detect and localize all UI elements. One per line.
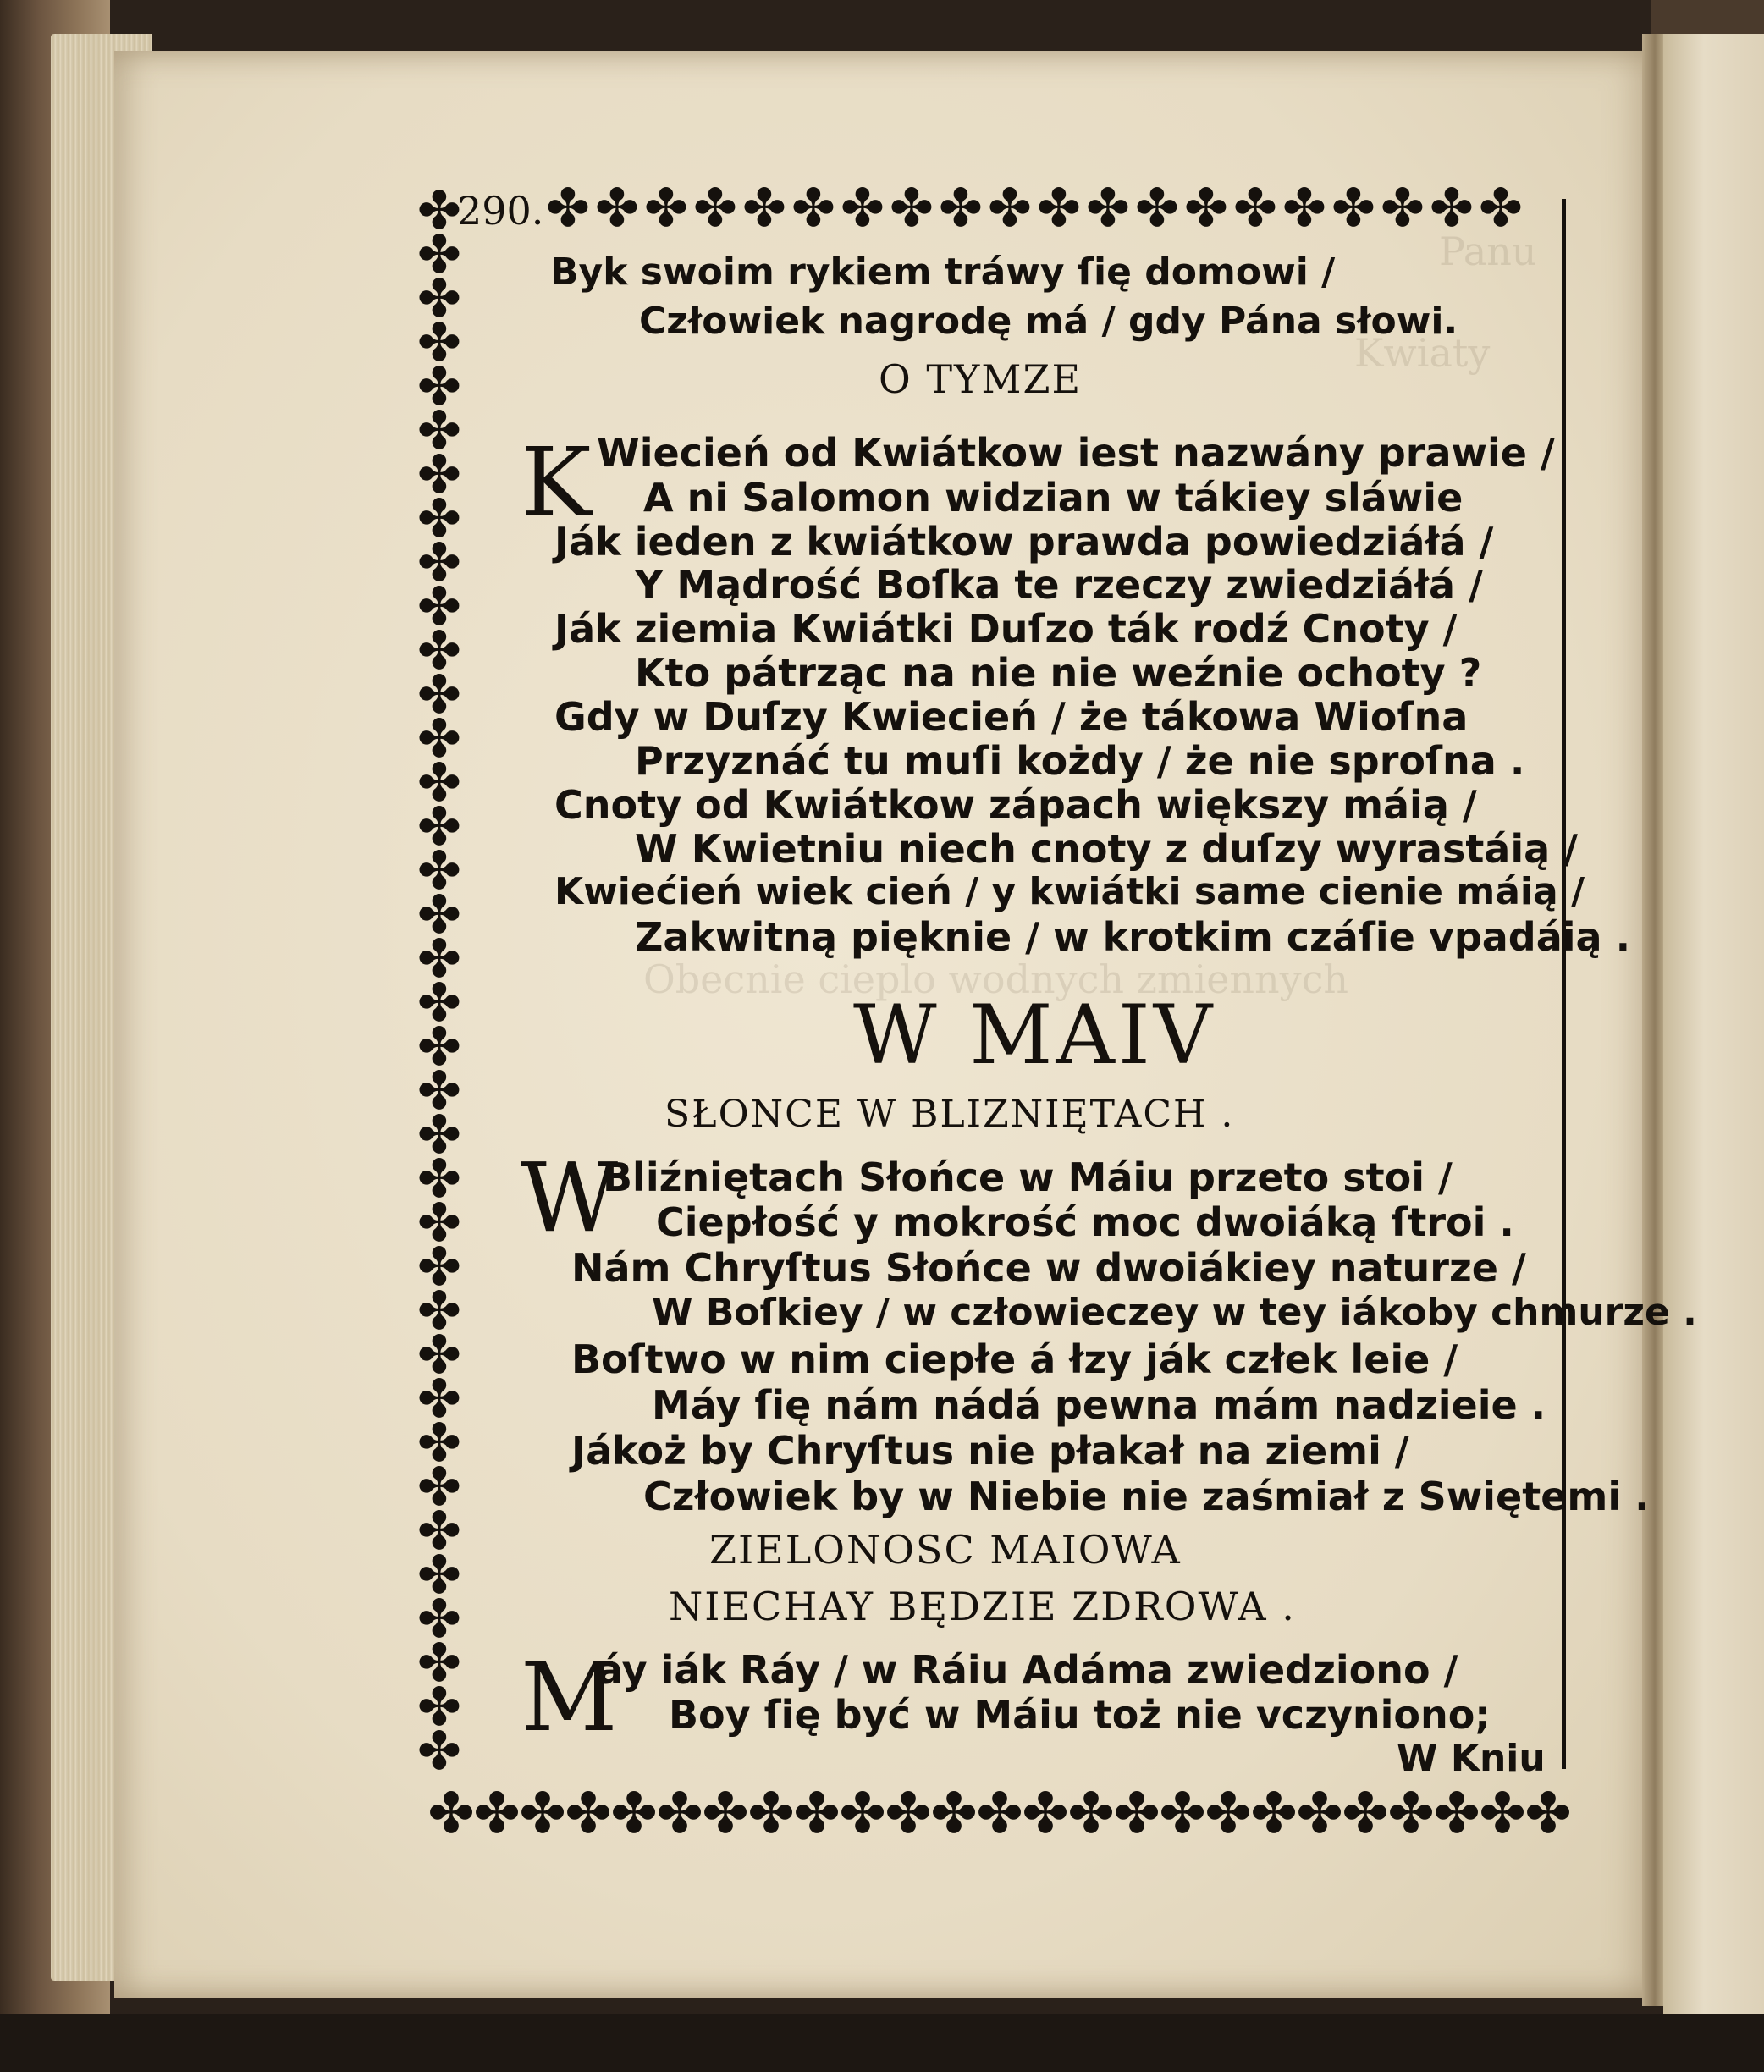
fleuron-icon: ✤ xyxy=(1430,177,1474,239)
fleuron-icon: ✤ xyxy=(417,532,461,593)
fleuron-icon: ✤ xyxy=(1479,1781,1526,1846)
fleuron-icon: ✤ xyxy=(1433,1781,1480,1846)
fleuron-icon: ✤ xyxy=(417,796,461,857)
verse-line: Gdy w Duſzy Kwiecień / że tákowa Wioſna xyxy=(554,694,1469,740)
fleuron-icon: ✤ xyxy=(930,1781,978,1846)
section-heading: NIECHAY BĘDZIE ZDROWA . xyxy=(669,1584,1296,1629)
verse-line: Wiecień od Kwiátkow iest nazwány prawie / xyxy=(597,430,1555,476)
verse-line: Cnoty od Kwiátkow zápach większy máią / xyxy=(554,782,1477,828)
drop-cap: M xyxy=(521,1643,618,1753)
fleuron-icon: ✤ xyxy=(417,223,461,285)
verse-line: A ni Salomon widzian w tákiey sláwie xyxy=(643,475,1464,521)
fleuron-icon: ✤ xyxy=(1387,1781,1435,1846)
bleed-through: Kwiaty xyxy=(1354,330,1491,376)
fleuron-icon: ✤ xyxy=(988,177,1032,239)
fleuron-icon: ✤ xyxy=(417,1192,461,1254)
verse-line: W Kwietniu niech cnoty z duſzy wyrastáią / xyxy=(635,826,1578,872)
fleuron-icon: ✤ xyxy=(565,1781,612,1846)
fleuron-icon: ✤ xyxy=(1113,1781,1160,1846)
verse-line: Jákoż by Chryſtus nie płakał na ziemi / xyxy=(571,1428,1409,1474)
fleuron-icon: ✤ xyxy=(656,1781,703,1846)
fleuron-icon: ✤ xyxy=(1159,1781,1206,1846)
bleed-through: Panu xyxy=(1439,229,1537,274)
fleuron-icon: ✤ xyxy=(417,752,461,813)
fleuron-icon: ✤ xyxy=(1342,1781,1389,1846)
fleuron-icon: ✤ xyxy=(1184,177,1228,239)
verse-line: Máy ſię nám nádá pewna mám nadzieie . xyxy=(652,1382,1546,1428)
fleuron-icon: ✤ xyxy=(417,1368,461,1430)
verse-line: Ják ziemia Kwiátki Duſzo ták rodź Cnoty / xyxy=(554,606,1458,652)
fleuron-icon: ✤ xyxy=(742,177,786,239)
fleuron-icon: ✤ xyxy=(417,1060,461,1121)
month-title: W MAIV xyxy=(853,988,1216,1083)
fleuron-icon: ✤ xyxy=(1381,177,1425,239)
fleuron-icon: ✤ xyxy=(417,179,461,241)
fleuron-icon: ✤ xyxy=(417,708,461,769)
fleuron-icon: ✤ xyxy=(839,1781,886,1846)
fleuron-icon: ✤ xyxy=(595,177,639,239)
fleuron-icon: ✤ xyxy=(417,488,461,549)
verse-line: áy iák Ráy / w Ráiu Adáma zwiedziono / xyxy=(597,1647,1458,1693)
fleuron-icon: ✤ xyxy=(546,177,590,239)
fleuron-icon: ✤ xyxy=(747,1781,795,1846)
fleuron-icon: ✤ xyxy=(976,1781,1023,1846)
catchword: W Kniu xyxy=(1397,1737,1546,1780)
fleuron-icon: ✤ xyxy=(473,1781,521,1846)
scan-bottom xyxy=(0,2014,1764,2072)
fleuron-icon: ✤ xyxy=(1282,177,1326,239)
verse-line: Bliźniętach Słońce w Máiu przeto stoi / xyxy=(603,1154,1453,1200)
verse-line: Boſtwo w nim ciepłe á łzy ják człek leie / xyxy=(571,1336,1458,1382)
fleuron-icon: ✤ xyxy=(417,1456,461,1518)
verse-line: Y Mądrość Boſka te rzeczy zwiedziáłá / xyxy=(635,562,1483,608)
fleuron-icon: ✤ xyxy=(1331,177,1375,239)
verse-line: W Boſkiey / w człowieczey w tey iákoby chmurze . xyxy=(652,1291,1697,1334)
verse-line: Byk swoim rykiem tráwy ſię domowi / xyxy=(550,251,1336,294)
fleuron-icon: ✤ xyxy=(417,1412,461,1474)
verse-line: Człowiek nagrodę má / gdy Pána słowi. xyxy=(639,300,1458,343)
fleuron-icon: ✤ xyxy=(939,177,983,239)
fleuron-icon: ✤ xyxy=(417,884,461,945)
fleuron-icon: ✤ xyxy=(793,1781,841,1846)
fleuron-icon: ✤ xyxy=(417,355,461,417)
fleuron-icon: ✤ xyxy=(417,267,461,329)
fleuron-icon: ✤ xyxy=(417,1148,461,1210)
fleuron-icon: ✤ xyxy=(644,177,688,239)
verse-line: Ják ieden z kwiátkow prawda powiedziáłá / xyxy=(554,519,1494,565)
fleuron-icon: ✤ xyxy=(693,177,737,239)
facing-page-edge xyxy=(1663,0,1764,2072)
fleuron-icon: ✤ xyxy=(417,400,461,461)
verse-line: Człowiek by w Niebie nie zaśmiał z Swiętemi . xyxy=(643,1474,1650,1519)
fleuron-icon: ✤ xyxy=(417,1632,461,1694)
verse-line: Zakwitną pięknie / w krotkim czáſie vpadáią . xyxy=(635,914,1631,960)
scan-corner xyxy=(1651,0,1764,34)
fleuron-icon: ✤ xyxy=(417,1500,461,1562)
fleuron-icon: ✤ xyxy=(519,1781,566,1846)
fleuron-icon: ✤ xyxy=(702,1781,749,1846)
page-number: 290. xyxy=(457,188,544,234)
fleuron-icon: ✤ xyxy=(885,1781,932,1846)
drop-cap: K xyxy=(521,428,592,538)
bleed-through: Obecnie cieplo wodnych zmiennych xyxy=(643,956,1349,1002)
fleuron-icon: ✤ xyxy=(791,177,835,239)
drop-cap: W xyxy=(521,1143,619,1254)
fleuron-icon: ✤ xyxy=(417,972,461,1033)
fleuron-icon: ✤ xyxy=(1250,1781,1298,1846)
verse-line: Kto pátrząc na nie nie weźnie ochoty ? xyxy=(635,650,1482,696)
verse-line: Boy ſię być w Máiu toż nie vczyniono; xyxy=(669,1692,1491,1738)
fleuron-icon: ✤ xyxy=(1022,1781,1069,1846)
fleuron-icon: ✤ xyxy=(1086,177,1130,239)
fleuron-icon: ✤ xyxy=(417,576,461,637)
fleuron-icon: ✤ xyxy=(890,177,934,239)
fleuron-icon: ✤ xyxy=(1204,1781,1252,1846)
fleuron-icon: ✤ xyxy=(417,928,461,989)
fleuron-icon: ✤ xyxy=(1233,177,1277,239)
fleuron-icon: ✤ xyxy=(417,1236,461,1298)
fleuron-icon: ✤ xyxy=(1524,1781,1572,1846)
fleuron-icon: ✤ xyxy=(427,1781,475,1846)
fleuron-icon: ✤ xyxy=(417,620,461,681)
verse-line: Kwiećień wiek cień / y kwiátki same cienie máią / xyxy=(554,870,1585,913)
fleuron-icon: ✤ xyxy=(417,1676,461,1738)
fleuron-icon: ✤ xyxy=(1067,1781,1115,1846)
fleuron-icon: ✤ xyxy=(417,1720,461,1782)
fleuron-icon: ✤ xyxy=(417,1280,461,1342)
fleuron-icon: ✤ xyxy=(417,1588,461,1650)
section-heading: ZIELONOSC MAIOWA xyxy=(709,1527,1182,1573)
fleuron-icon: ✤ xyxy=(417,664,461,725)
fleuron-icon: ✤ xyxy=(417,444,461,505)
verse-line: Ciepłość y mokrość moc dwoiáką ſtroi . xyxy=(656,1199,1514,1245)
section-subtitle: SŁONCE W BLIZNIĘTACH . xyxy=(664,1093,1235,1136)
fleuron-icon: ✤ xyxy=(1037,177,1081,239)
verse-line: Przyznáć tu muſi kożdy / że nie sproſna . xyxy=(635,738,1525,784)
fleuron-icon: ✤ xyxy=(1135,177,1179,239)
fleuron-icon: ✤ xyxy=(841,177,885,239)
fleuron-icon: ✤ xyxy=(417,1544,461,1606)
fleuron-icon: ✤ xyxy=(417,840,461,901)
section-heading: O TYMZE xyxy=(879,356,1083,402)
fleuron-icon: ✤ xyxy=(417,1016,461,1077)
verse-line: Nám Chryſtus Słońce w dwoiákiey naturze / xyxy=(571,1245,1526,1291)
fleuron-icon: ✤ xyxy=(1296,1781,1343,1846)
fleuron-icon: ✤ xyxy=(417,311,461,373)
fleuron-icon: ✤ xyxy=(417,1324,461,1386)
fleuron-icon: ✤ xyxy=(1479,177,1523,239)
frame-rule-right xyxy=(1562,199,1566,1769)
fleuron-icon: ✤ xyxy=(610,1781,658,1846)
fleuron-icon: ✤ xyxy=(417,1104,461,1166)
